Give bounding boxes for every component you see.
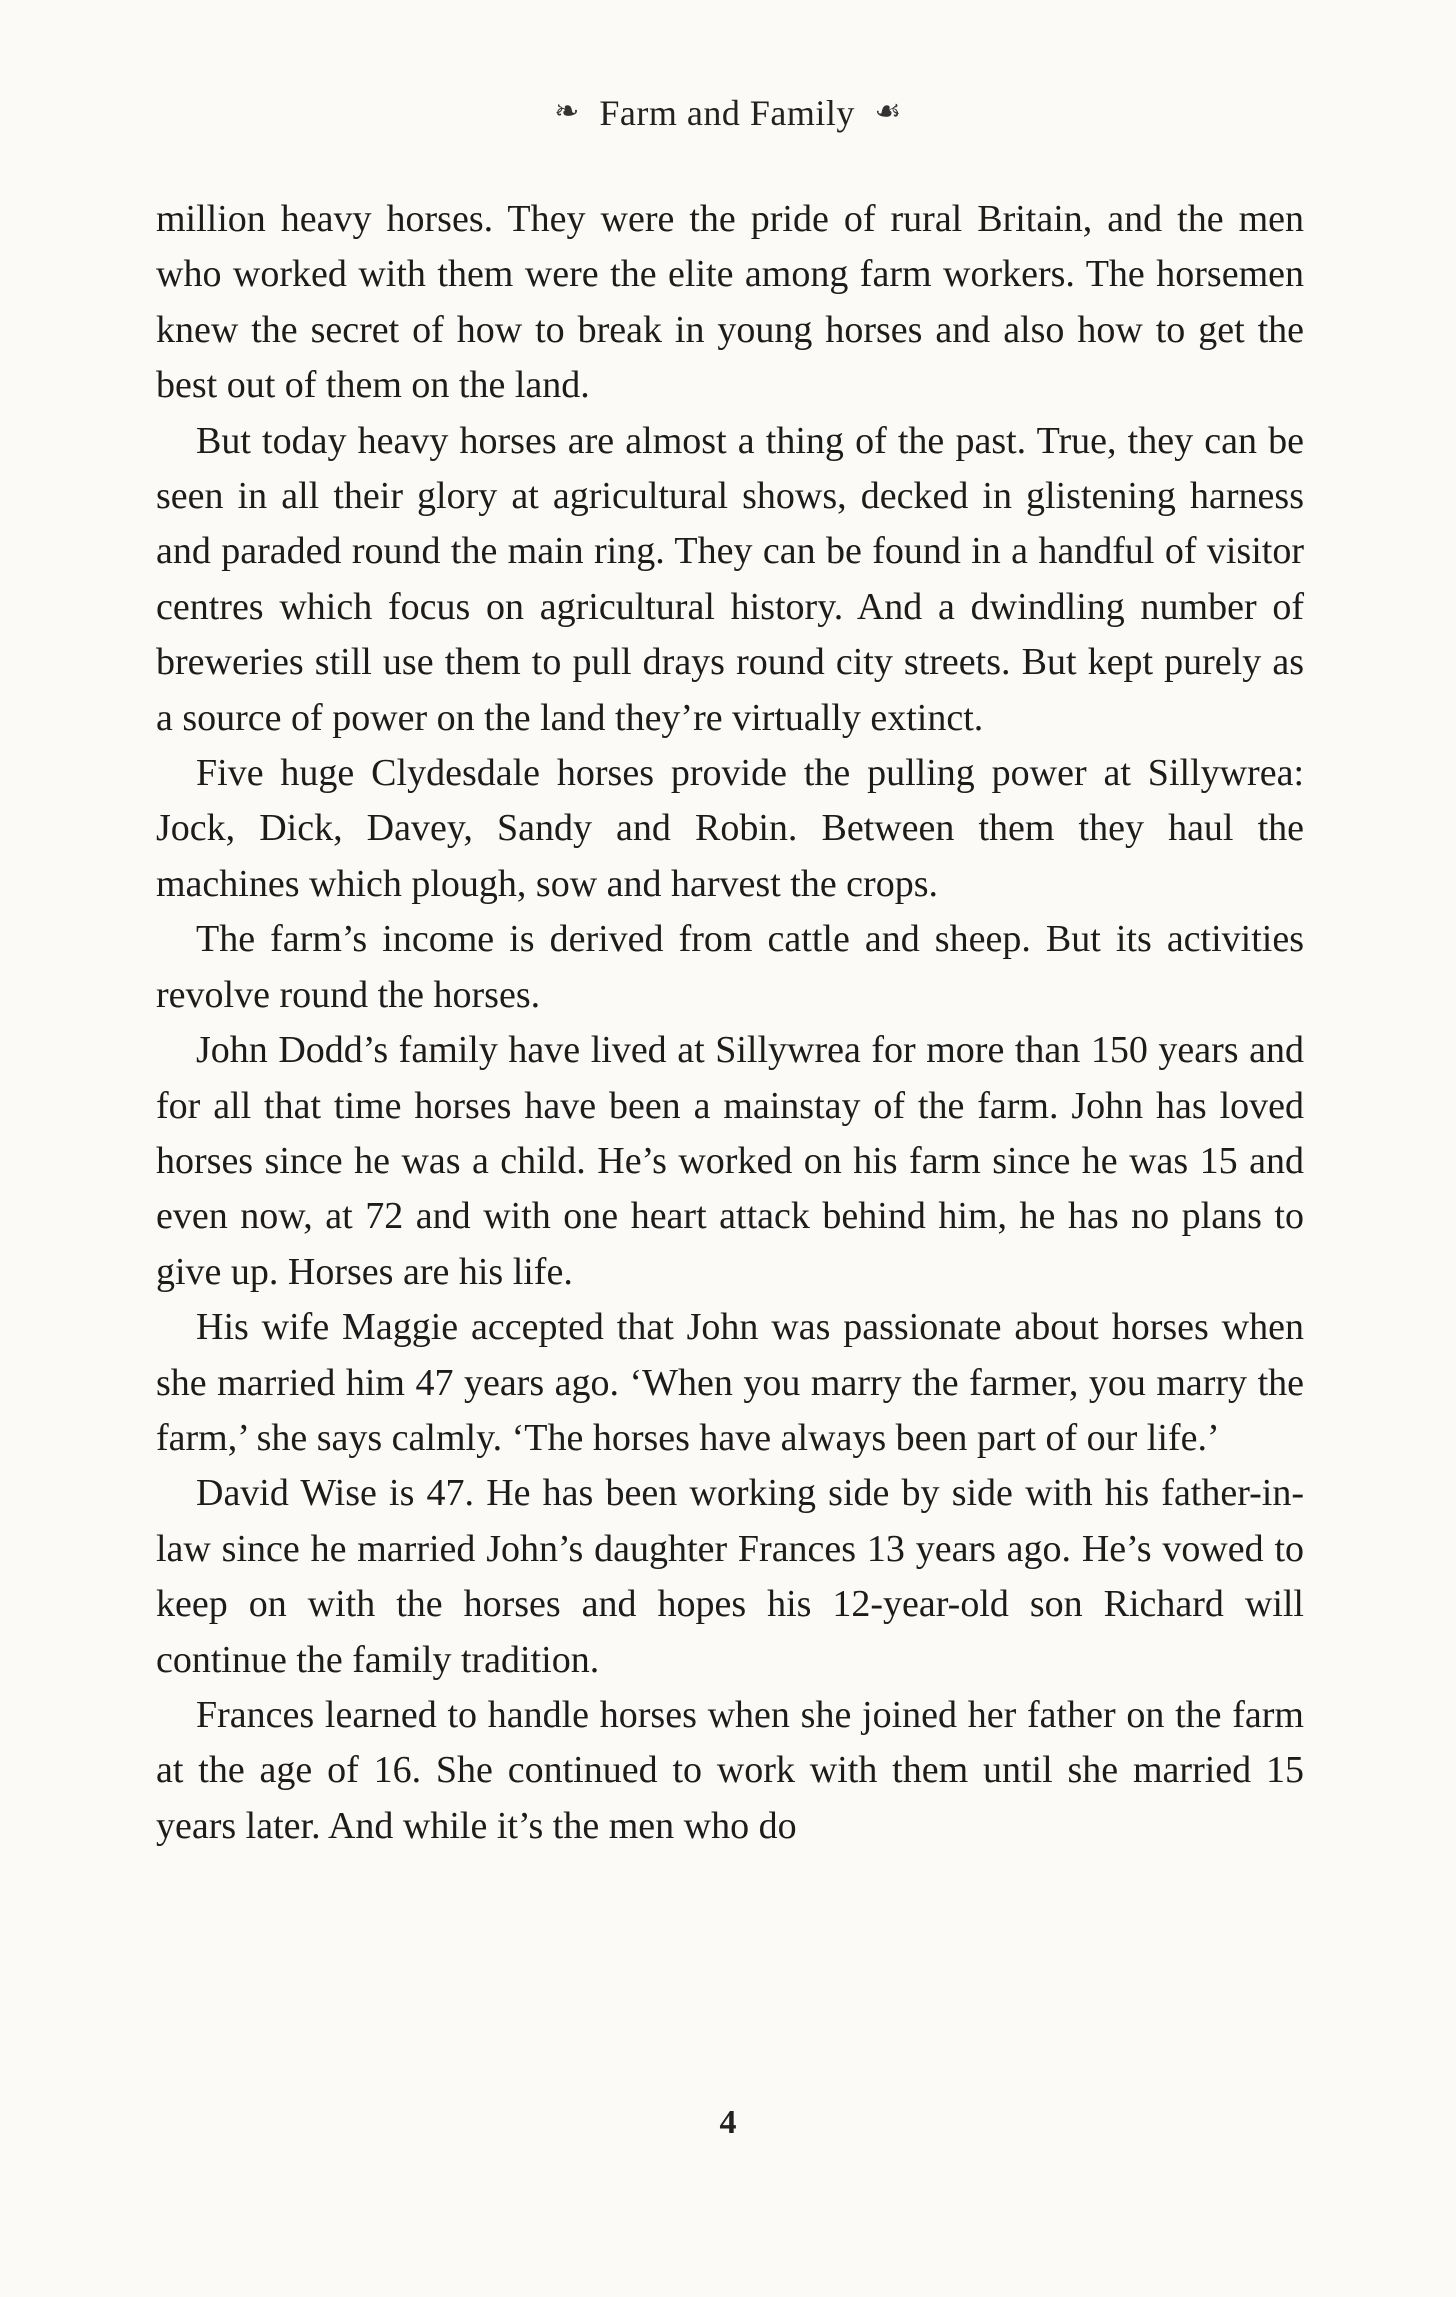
running-head-title: Farm and Family bbox=[599, 93, 855, 133]
ornament-left-icon: ❧ bbox=[554, 95, 580, 128]
paragraph-6: His wife Maggie accepted that John was passionate about horses when she married him 47 years ago. ‘When you marry the farmer, you marry the farm,’ she says calmly. ‘The horses have always been part of our life.’ bbox=[156, 1306, 1304, 1459]
running-head bbox=[0, 92, 1456, 134]
paragraph-4: The farm’s income is derived from cattle and sheep. But its activities revolve round the horses. bbox=[156, 918, 1304, 1016]
paragraph-3: Five huge Clydesdale horses provide the pulling power at Sillywrea: Jock, Dick, Davey, Sandy and Robin. Between them they haul the machines which plough, sow and harvest the crops. bbox=[156, 752, 1304, 905]
paragraph-7: David Wise is 47. He has been working side by side with his father-in-law since he married John’s daughter Frances 13 years ago. He’s vowed to keep on with the horses and hopes his 12-year-old son Richard will continue the family tradition. bbox=[156, 1472, 1304, 1681]
body-text bbox=[156, 192, 1304, 1854]
paragraph-8: Frances learned to handle horses when she joined her father on the farm at the age of 16. She continued to work with them until she married 15 years later. And while it’s the men who do bbox=[156, 1693, 1304, 1847]
ornament-right-icon: ☙ bbox=[874, 95, 902, 128]
paragraph-2: But today heavy horses are almost a thing of the past. True, they can be seen in all their glory at agricultural shows, decked in glistening harness and paraded round the main ring. They can be found in a handful of visitor centres which focus on agricultural history. And a dwindling number of breweries still use them to pull drays round city streets. But kept purely as a source of power on the land they’re virtually extinct. bbox=[156, 419, 1304, 739]
page-number: 4 bbox=[719, 2104, 737, 2141]
paragraph-5: John Dodd’s family have lived at Sillywrea for more than 150 years and for all that time horses have been a mainstay of the farm. John has loved horses since he was a child. He’s worked on his farm since he was 15 and even now, at 72 and with one heart attack behind him, he has no plans to give up. Horses are his life. bbox=[156, 1029, 1304, 1293]
paragraph-1: million heavy horses. They were the pride of rural Britain, and the men who worked with them were the elite among farm workers. The horsemen knew the secret of how to break in young horses and also how to get the best out of them on the land. bbox=[156, 198, 1304, 407]
